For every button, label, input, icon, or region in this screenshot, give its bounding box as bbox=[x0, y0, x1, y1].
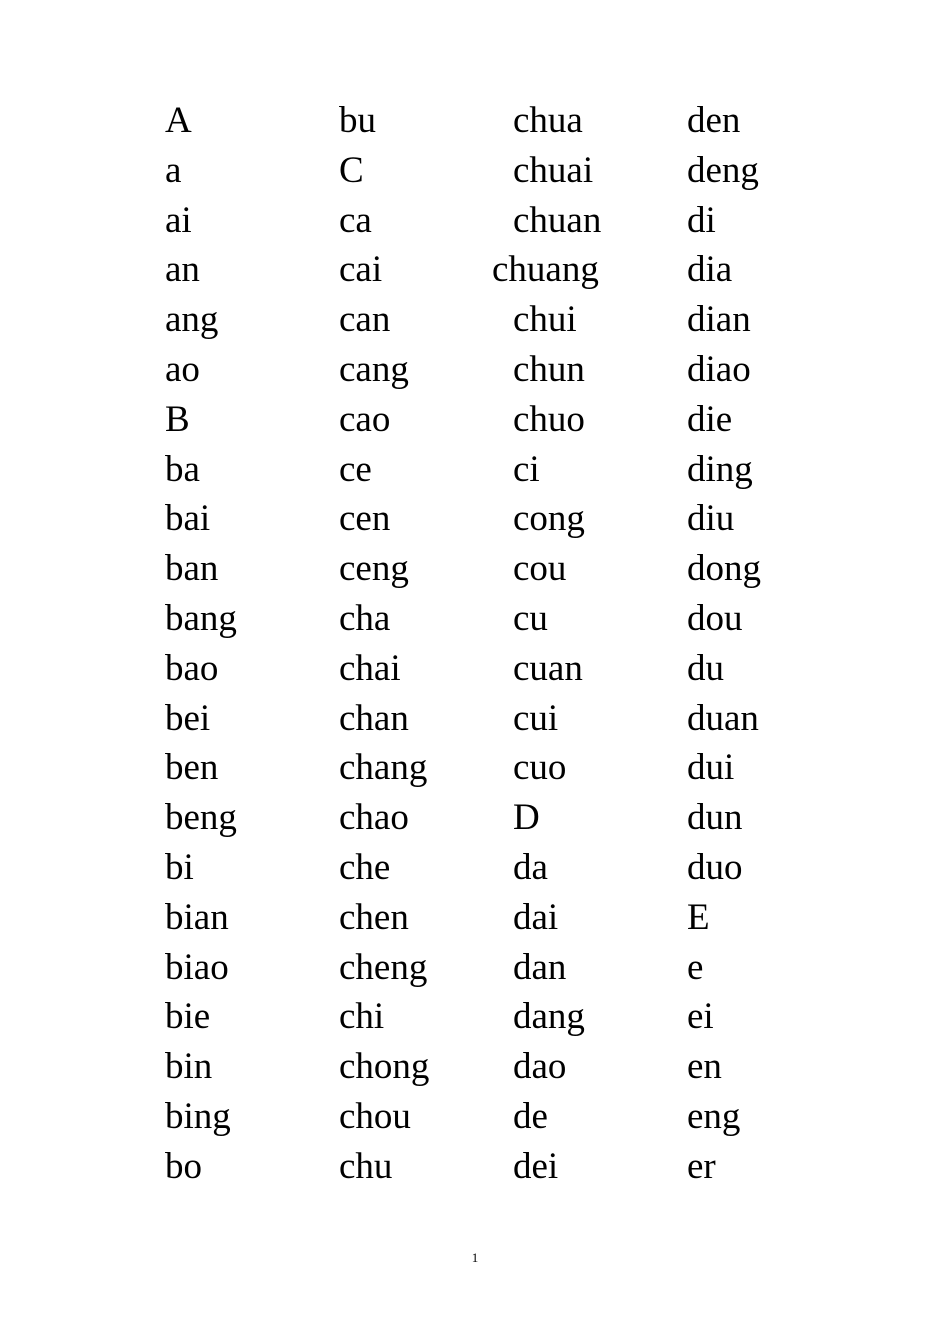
syllable-entry: chen bbox=[339, 896, 409, 938]
syllable-column-3 bbox=[492, 96, 683, 1192]
syllable-entry: D bbox=[513, 797, 540, 839]
syllable-entry: di bbox=[687, 199, 716, 241]
syllable-entry: dang bbox=[513, 996, 585, 1038]
syllable-entry: dian bbox=[687, 299, 751, 341]
syllable-entry: cha bbox=[339, 597, 391, 639]
syllable-entry: can bbox=[339, 299, 391, 341]
syllable-entry: da bbox=[513, 846, 548, 888]
syllable-entry: chuo bbox=[513, 398, 585, 440]
syllable-entry: chu bbox=[339, 1145, 393, 1187]
syllable-entry: ce bbox=[339, 448, 372, 490]
syllable-entry: bi bbox=[165, 846, 194, 888]
syllable-entry: bao bbox=[165, 647, 219, 689]
syllable-entry: ceng bbox=[339, 548, 409, 590]
syllable-entry: cuo bbox=[513, 747, 567, 789]
syllable-entry: ei bbox=[687, 996, 714, 1038]
syllable-entry: dun bbox=[687, 797, 743, 839]
syllable-entry: e bbox=[687, 946, 704, 988]
syllable-entry: ang bbox=[165, 299, 219, 341]
syllable-entry: cou bbox=[513, 548, 567, 590]
syllable-entry: B bbox=[165, 398, 190, 440]
syllable-entry: bu bbox=[339, 100, 376, 141]
syllable-entry: chua bbox=[513, 100, 583, 141]
syllable-entry: cen bbox=[339, 498, 391, 540]
syllable-entry: cong bbox=[513, 498, 585, 540]
syllable-entry: bing bbox=[165, 1095, 231, 1137]
syllable-entry: ba bbox=[165, 448, 200, 490]
syllable-entry: bai bbox=[165, 498, 211, 540]
syllable-entry: en bbox=[687, 1046, 722, 1088]
syllable-entry: chan bbox=[339, 697, 409, 739]
syllable-entry: cu bbox=[513, 597, 548, 639]
syllable-entry: dou bbox=[687, 597, 743, 639]
syllable-entry: ben bbox=[165, 747, 219, 789]
syllable-entry: dai bbox=[513, 896, 559, 938]
syllable-entry: chuai bbox=[513, 149, 594, 191]
syllable-entry: ding bbox=[687, 448, 753, 490]
syllable-entry: dan bbox=[513, 946, 567, 988]
syllable-entry: chao bbox=[339, 797, 409, 839]
syllable-entry: C bbox=[339, 149, 364, 191]
syllable-entry: bang bbox=[165, 597, 237, 639]
syllable-entry: chang bbox=[339, 747, 428, 789]
syllable-entry: duo bbox=[687, 846, 743, 888]
syllable-entry: chou bbox=[339, 1095, 411, 1137]
syllable-entry: bin bbox=[165, 1046, 213, 1088]
syllable-entry: E bbox=[687, 896, 710, 938]
syllable-column-4 bbox=[687, 96, 857, 1192]
syllable-entry: ban bbox=[165, 548, 219, 590]
syllable-entry: bian bbox=[165, 896, 229, 938]
syllable-entry: cai bbox=[339, 249, 383, 291]
syllable-entry: a bbox=[165, 149, 182, 191]
syllable-entry: bei bbox=[165, 697, 211, 739]
syllable-entry: chong bbox=[339, 1046, 430, 1088]
syllable-entry: den bbox=[687, 100, 741, 141]
syllable-entry: diu bbox=[687, 498, 735, 540]
page-number: 1 bbox=[471, 1250, 479, 1265]
syllable-entry: cuan bbox=[513, 647, 583, 689]
syllable-entry: eng bbox=[687, 1095, 741, 1137]
syllable-entry: chuan bbox=[513, 199, 602, 241]
syllable-entry: er bbox=[687, 1145, 716, 1187]
syllable-entry: ao bbox=[165, 348, 200, 390]
syllable-column-1 bbox=[165, 96, 335, 1192]
syllable-entry: duan bbox=[687, 697, 759, 739]
syllable-entry: bo bbox=[165, 1145, 202, 1187]
syllable-entry: biao bbox=[165, 946, 229, 988]
syllable-column-2 bbox=[339, 96, 509, 1192]
syllable-entry: dao bbox=[513, 1046, 567, 1088]
syllable-entry: bie bbox=[165, 996, 211, 1038]
syllable-entry: ca bbox=[339, 199, 372, 241]
syllable-entry: cui bbox=[513, 697, 559, 739]
syllable-entry: dia bbox=[687, 249, 733, 291]
syllable-entry: de bbox=[513, 1095, 548, 1137]
syllable-entry: diao bbox=[687, 348, 751, 390]
syllable-entry: ci bbox=[513, 448, 540, 490]
syllable-entry: dong bbox=[687, 548, 761, 590]
syllable-entry: ai bbox=[165, 199, 192, 241]
syllable-entry: che bbox=[339, 846, 391, 888]
syllable-entry: cao bbox=[339, 398, 391, 440]
syllable-entry: dei bbox=[513, 1145, 559, 1187]
syllable-entry: cheng bbox=[339, 946, 428, 988]
syllable-entry: chi bbox=[339, 996, 385, 1038]
syllable-entry: chai bbox=[339, 647, 401, 689]
syllable-entry: dui bbox=[687, 747, 735, 789]
syllable-entry: cang bbox=[339, 348, 409, 390]
syllable-entry: A bbox=[165, 100, 192, 141]
syllable-entry: du bbox=[687, 647, 724, 689]
syllable-entry: chun bbox=[513, 348, 585, 390]
syllable-entry: beng bbox=[165, 797, 237, 839]
syllable-entry: die bbox=[687, 398, 733, 440]
syllable-entry: an bbox=[165, 249, 200, 291]
syllable-entry: deng bbox=[687, 149, 759, 191]
syllable-entry: chuang bbox=[492, 249, 599, 291]
syllable-entry: chui bbox=[513, 299, 577, 341]
